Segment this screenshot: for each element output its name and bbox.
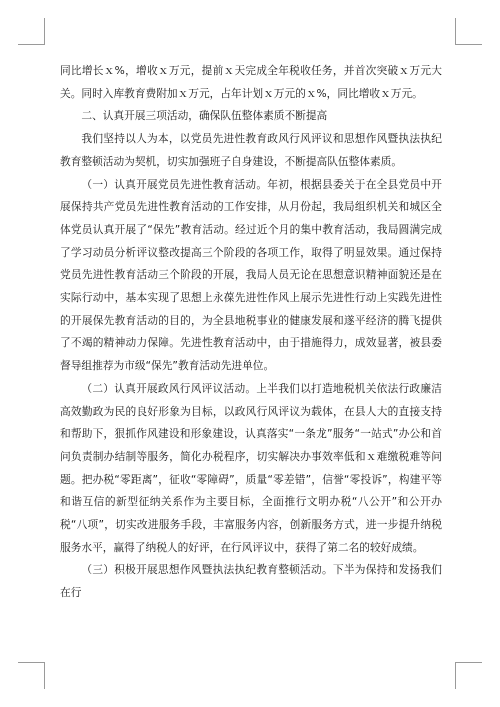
section-heading-two: 二、认真开展三项活动，确保队伍整体素质不断提高 — [81, 109, 328, 123]
paragraph-rectification: （三）积极开展思想作风暨执法执纪教育整顿活动。下半为保持和发扬我们在行 — [60, 563, 442, 600]
crop-mark-bottom-right — [455, 662, 482, 689]
document-body — [60, 60, 442, 605]
paragraph-intro: 我们坚持以人为本，以党员先进性教育政风行风评议和思想作风暨执法执纪教育整顿活动为契机，切实加强班子自身建设，不断提高队伍整体素质。 — [60, 132, 442, 168]
crop-mark-top-right — [455, 18, 482, 45]
crop-mark-top-left — [18, 18, 45, 45]
crop-mark-bottom-left — [18, 662, 45, 689]
paragraph-party-education: （一）认真开展党员先进性教育活动。年初，根据县委关于在全县党员中开展保持共产党员先进性教育活动的工作安排，从月份起，我局组织机关和城区全体党员认真开展了“保先”教育活动。经过近个月的集中教育活动，我局圆满完成了学习动员分析评议整改提高三个阶段的各项工作，取得了明显效果。通过保持党员先进性教育活动三个阶段的开展，我局人员无论在思想意识精神面貌还是在实际行动中，基本实现了思想上永葆先进性作风上展示先进性行动上实践先进性的开展保先教育活动的目的，为全县地税事业的健康发展和遂平经济的腾飞提供了不竭的精神动力保障。先进性教育活动中，由于措施得力，成效显著，被县委督导组推荐为市级“保先”教育活动先进单位。 — [60, 177, 442, 373]
paragraph-style-evaluation: （二）认真开展政风行风评议活动。上半我们以打造地税机关依法行政廉洁高效勤政为民的良好形象为目标，以政风行风评议为载体，在县人大的直接支持和帮助下，狠抓作风建设和形象建设，认真落实“一条龙”服务“一站式”办公和首问负责制办结制等服务，简化办税程序，切实解决办事效率低和ｘ难缴税难等问题。把办税“零距离”，征收“零障碍”，质量“零差错”，信誉“零投诉”，构建平等和谐互信的新型征纳关系作为主要目标，全面推行文明办税“八公开”和公开办税“八项”，切实改进服务手段，丰富服务内容，创新服务方式，进一步提升纳税服务水平，赢得了纳税人的好评，在行风评议中，获得了第二名的较好成绩。 — [60, 381, 442, 554]
paragraph-tax-revenue: 同比增长ｘ%，增收ｘ万元，提前ｘ天完成全年税收任务，并首次突破ｘ万元大关。同时入库教育费附加ｘ万元，占年计划ｘ万元的ｘ%，同比增收ｘ万元。 — [60, 64, 442, 100]
